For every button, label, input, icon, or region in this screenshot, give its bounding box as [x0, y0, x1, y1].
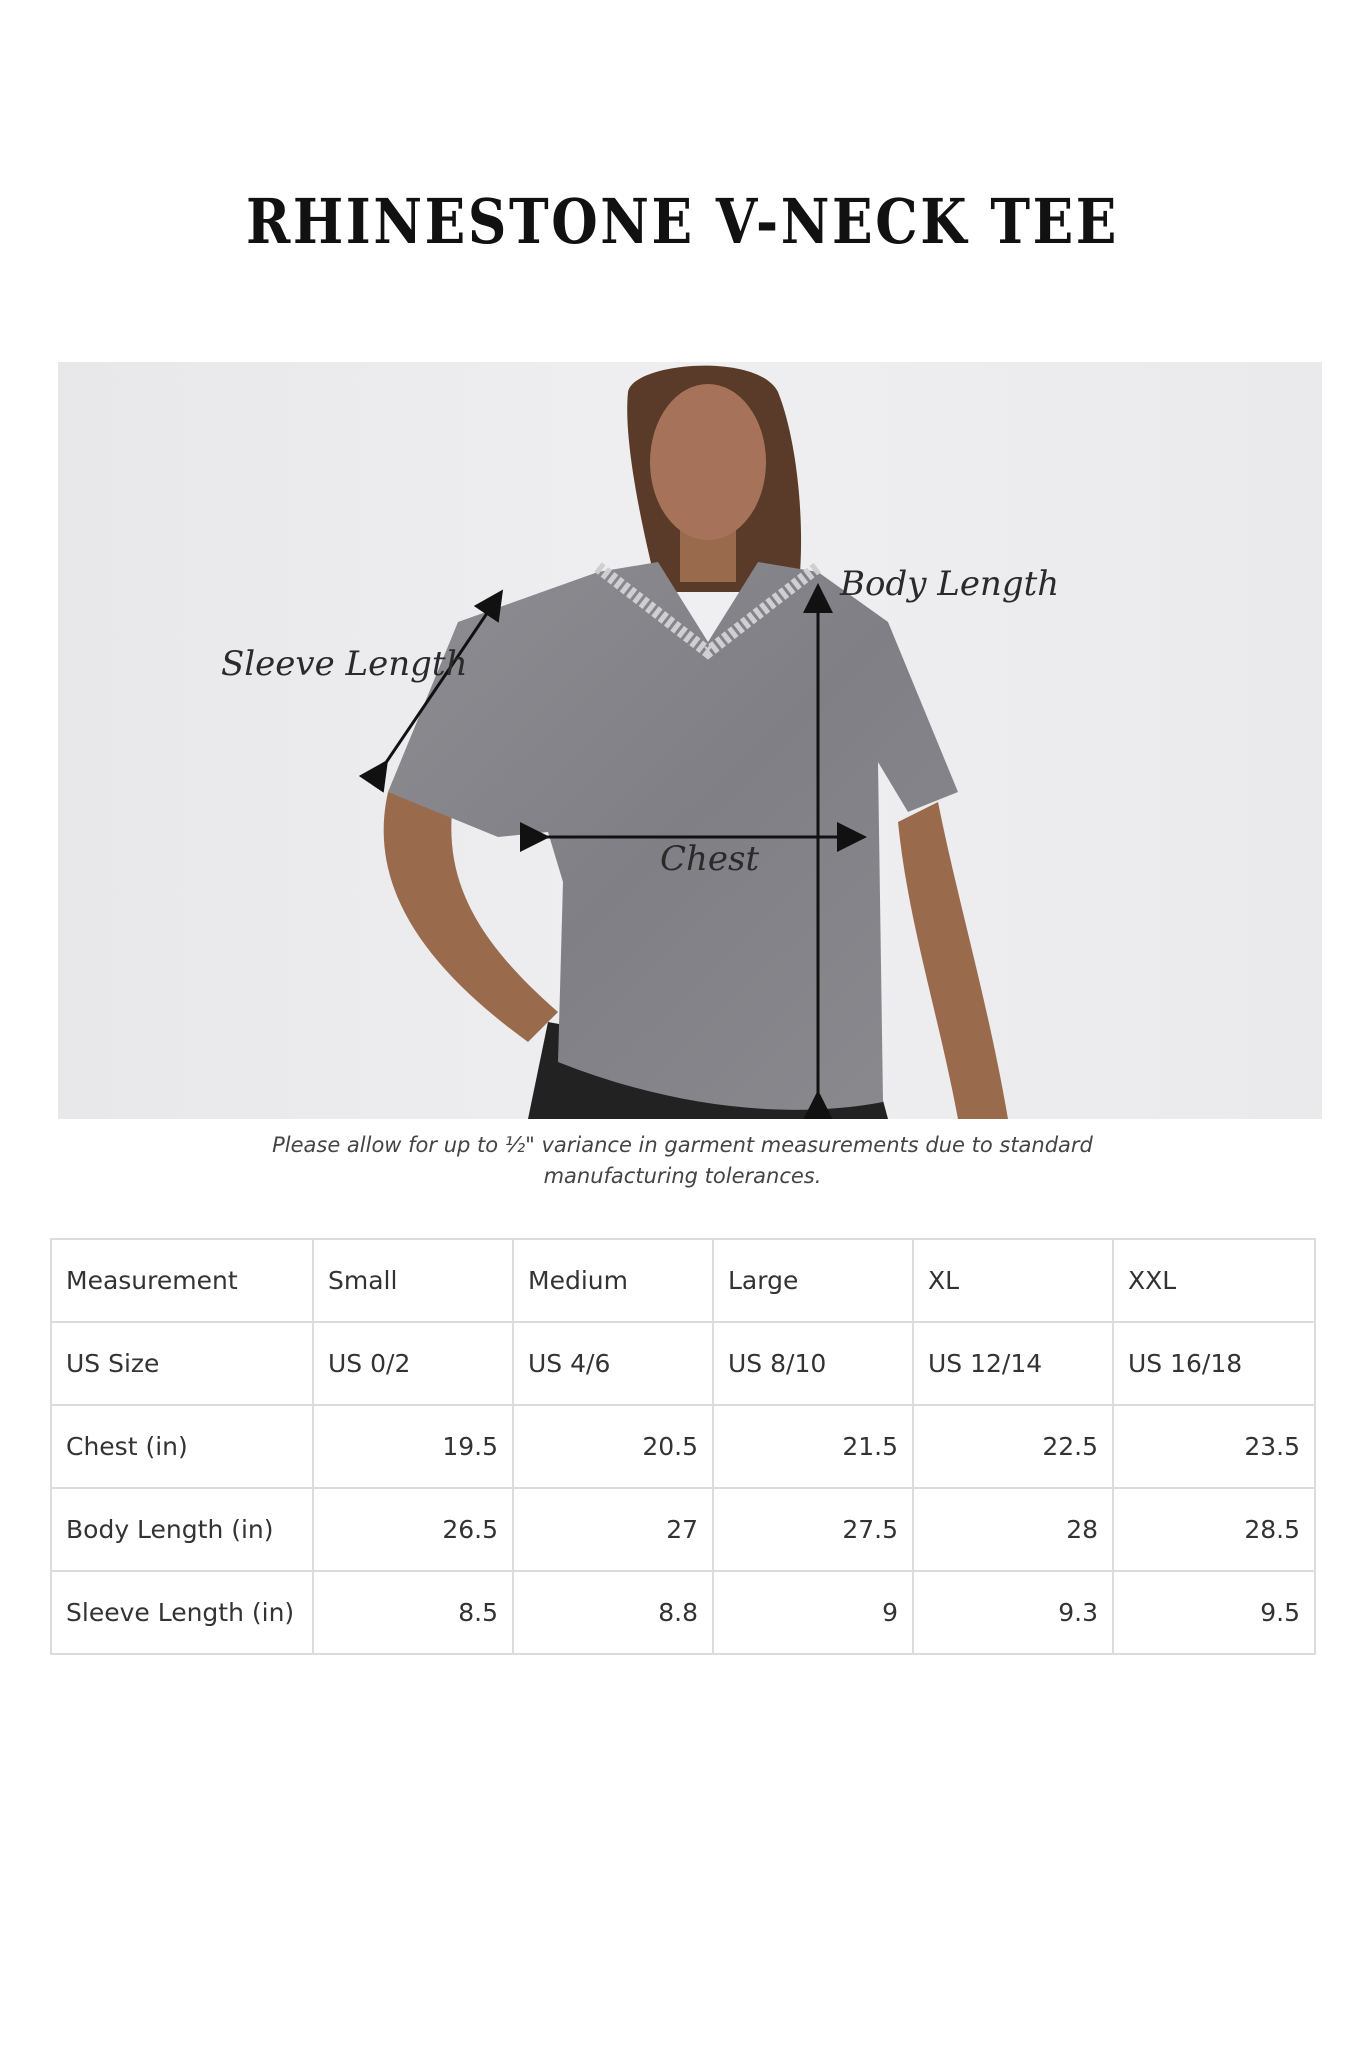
table-cell: 27	[513, 1488, 713, 1571]
model-photo-diagram	[58, 362, 1322, 1119]
table-cell: US 16/18	[1113, 1322, 1315, 1405]
chest-label: Chest	[660, 839, 760, 879]
sleeve-length-label: Sleeve Length	[221, 644, 468, 684]
table-cell: 9.5	[1113, 1571, 1315, 1654]
table-cell: 20.5	[513, 1405, 713, 1488]
table-cell: 26.5	[313, 1488, 513, 1571]
variance-note-line-1: Please allow for up to ½" variance in garment measurements due to standard	[272, 1133, 1093, 1157]
variance-note	[0, 1130, 1365, 1192]
body-length-label: Body Length	[840, 564, 1060, 604]
table-cell: 21.5	[713, 1405, 913, 1488]
right-arm-shape	[898, 802, 1008, 1119]
table-cell: US 12/14	[913, 1322, 1113, 1405]
variance-note-line-2: manufacturing tolerances.	[543, 1164, 822, 1188]
header-cell-small: Small	[313, 1239, 513, 1322]
size-chart-table	[50, 1238, 1316, 1655]
table-cell: 23.5	[1113, 1405, 1315, 1488]
table-cell: 9	[713, 1571, 913, 1654]
table-row	[51, 1571, 1315, 1654]
table-cell: 28	[913, 1488, 1113, 1571]
table-cell: 28.5	[1113, 1488, 1315, 1571]
tee-illustration	[58, 362, 1322, 1119]
table-cell: 19.5	[313, 1405, 513, 1488]
table-row	[51, 1405, 1315, 1488]
table-cell: US 4/6	[513, 1322, 713, 1405]
table-cell: 27.5	[713, 1488, 913, 1571]
row-label-chest: Chest (in)	[51, 1405, 313, 1488]
header-cell-measurement: Measurement	[51, 1239, 313, 1322]
row-label-us-size: US Size	[51, 1322, 313, 1405]
page-title: RHINESTONE V-NECK TEE	[245, 185, 1120, 258]
table-header-row	[51, 1239, 1315, 1322]
row-label-body-length: Body Length (in)	[51, 1488, 313, 1571]
table-row	[51, 1488, 1315, 1571]
table-cell: 22.5	[913, 1405, 1113, 1488]
header-cell-xxl: XXL	[1113, 1239, 1315, 1322]
header-cell-xl: XL	[913, 1239, 1113, 1322]
table-cell: 8.8	[513, 1571, 713, 1654]
table-cell: US 8/10	[713, 1322, 913, 1405]
table-cell: 8.5	[313, 1571, 513, 1654]
table-cell: US 0/2	[313, 1322, 513, 1405]
row-label-sleeve-length: Sleeve Length (in)	[51, 1571, 313, 1654]
face-shape	[650, 384, 766, 540]
table-cell: 9.3	[913, 1571, 1113, 1654]
header-cell-large: Large	[713, 1239, 913, 1322]
header-cell-medium: Medium	[513, 1239, 713, 1322]
table-row	[51, 1322, 1315, 1405]
